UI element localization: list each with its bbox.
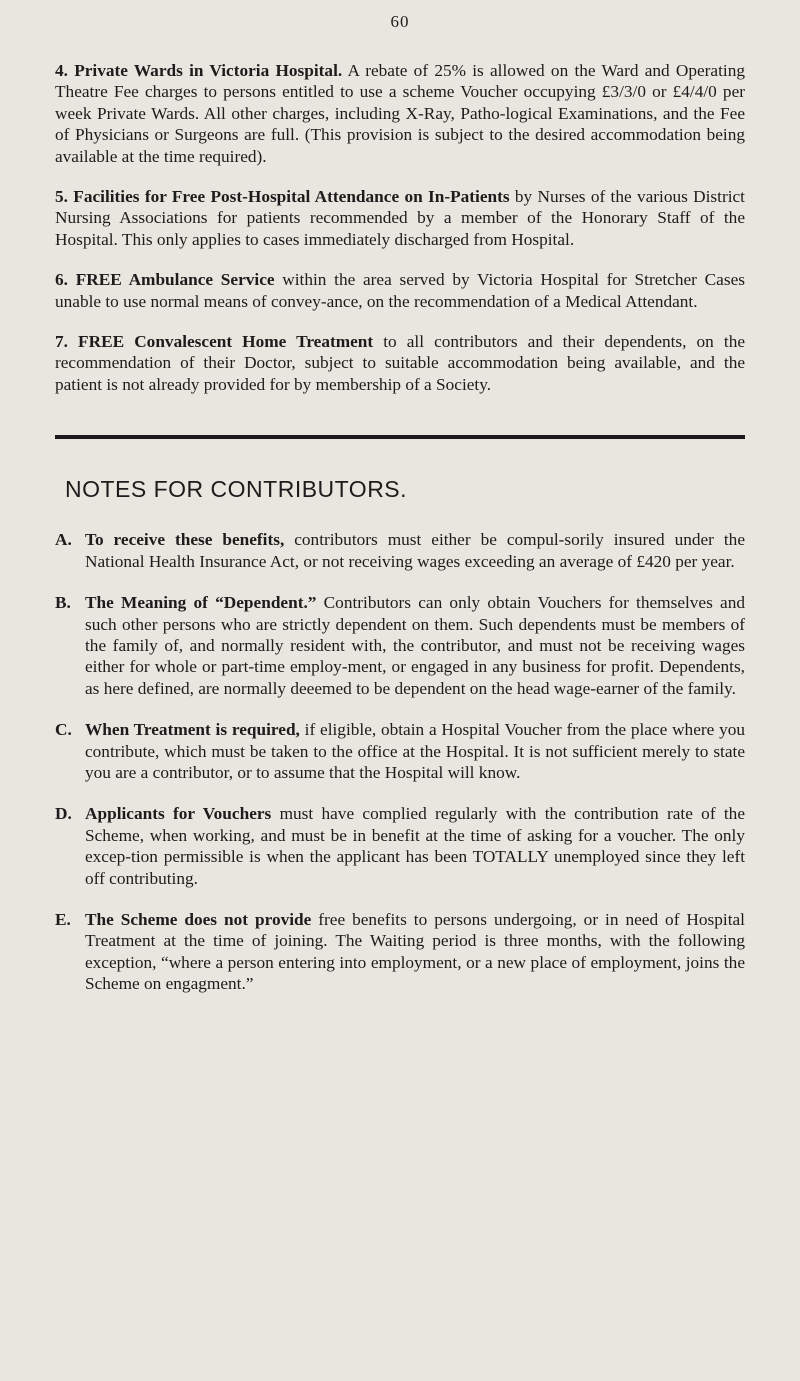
- item-number: 5.: [55, 187, 68, 207]
- note-letter: B.: [55, 593, 71, 613]
- item-heading: FREE Ambulance Service: [75, 270, 275, 290]
- item-text: to all contributors and their dependents, on the recommendation of their Doctor, subject to suitable accommodation being available, and the patient is not already provided for by membership of a Society.: [55, 332, 745, 394]
- note-text: Contributors can only obtain Vouchers for themselves and such other persons who are strictly dependent on them. Such dependents must be members of the family of, and normally resident with, the contributor, and must not be receiving wages either for whole or part-time employ-ment, or engaged in any business for profit. Dependents, as here defined, are normally deeemed to be dependent on the head wage-earner of the family.: [85, 593, 745, 698]
- item-text: by Nurses of the various District Nursing Associations for patients recommended by a member of the Honorary Staff of the Hospital. This only applies to cases immediately discharged from Hospital.: [55, 187, 745, 249]
- notes-heading: NOTES FOR CONTRIBUTORS.: [65, 476, 408, 503]
- note-a: [55, 529, 745, 572]
- item-7: [55, 331, 745, 395]
- item-heading: FREE Convalescent Home Treatment: [78, 332, 374, 352]
- note-text: contributors must either be compul-sorily insured under the National Health Insurance Act, or not receiving wages exceeding an average of £420 per year.: [85, 530, 745, 571]
- note-heading: The Meaning of “Dependent.”: [85, 593, 317, 613]
- note-text: must have complied regularly with the contribution rate of the Scheme, when working, and must be in benefit at the time of asking for a voucher. The only excep-tion permissible is when the applicant has been TOTALLY unemployed since they left off contributing.: [85, 804, 745, 888]
- item-heading: Private Wards in Victoria Hospital.: [74, 61, 343, 80]
- note-heading: The Scheme does not provide: [85, 909, 312, 929]
- note-letter: C.: [55, 720, 72, 740]
- notes-list: [55, 529, 745, 994]
- note-d: [55, 803, 745, 889]
- item-number: 6.: [55, 270, 68, 290]
- item-5: [55, 186, 745, 250]
- note-e: [55, 909, 745, 995]
- note-heading: To receive these benefits,: [85, 530, 285, 550]
- section-divider: [55, 435, 745, 439]
- note-letter: E.: [55, 909, 71, 929]
- item-text: within the area served by Victoria Hospital for Stretcher Cases unable to use normal means of convey-ance, on the recommendation of a Medical Attendant.: [55, 270, 745, 311]
- item-number: 4.: [55, 61, 68, 80]
- note-heading: Applicants for Vouchers: [85, 804, 272, 824]
- item-heading: Facilities for Free Post-Hospital Attendance on In-Patients: [73, 187, 510, 207]
- note-text: free benefits to persons undergoing, or in need of Hospital Treatment at the time of joining. The Waiting period is three months, with the following exception, “where a person entering into employment, or a new place of employment, joins the Scheme on engagment.”: [85, 909, 745, 994]
- item-text: A rebate of 25% is allowed on the Ward and Operating Theatre Fee charges to persons entitled to use a scheme Voucher occupying £3/3/0 or £4/4/0 per week Private Wards. All other charges, including X-Ray, Patho-logical Examinations, and the Fee of Physicians or Surgeons are full. (This provision is subject to the desired accommodation being available at the time required).: [55, 61, 745, 166]
- page-number: 60: [390, 12, 410, 31]
- page-content: [55, 60, 745, 1015]
- item-6: [55, 269, 745, 312]
- item-4: [55, 60, 745, 167]
- note-letter: D.: [55, 804, 72, 824]
- note-text: if eligible, obtain a Hospital Voucher from the place where you contribute, which must be taken to the office at the Hospital. It is not sufficient merely to state you are a contributor, or to assume that the Hospital will know.: [85, 720, 745, 782]
- note-c: [55, 719, 745, 783]
- note-letter: A.: [55, 530, 72, 550]
- item-number: 7.: [55, 332, 68, 352]
- note-heading: When Treatment is required,: [85, 720, 300, 740]
- note-b: [55, 592, 745, 699]
